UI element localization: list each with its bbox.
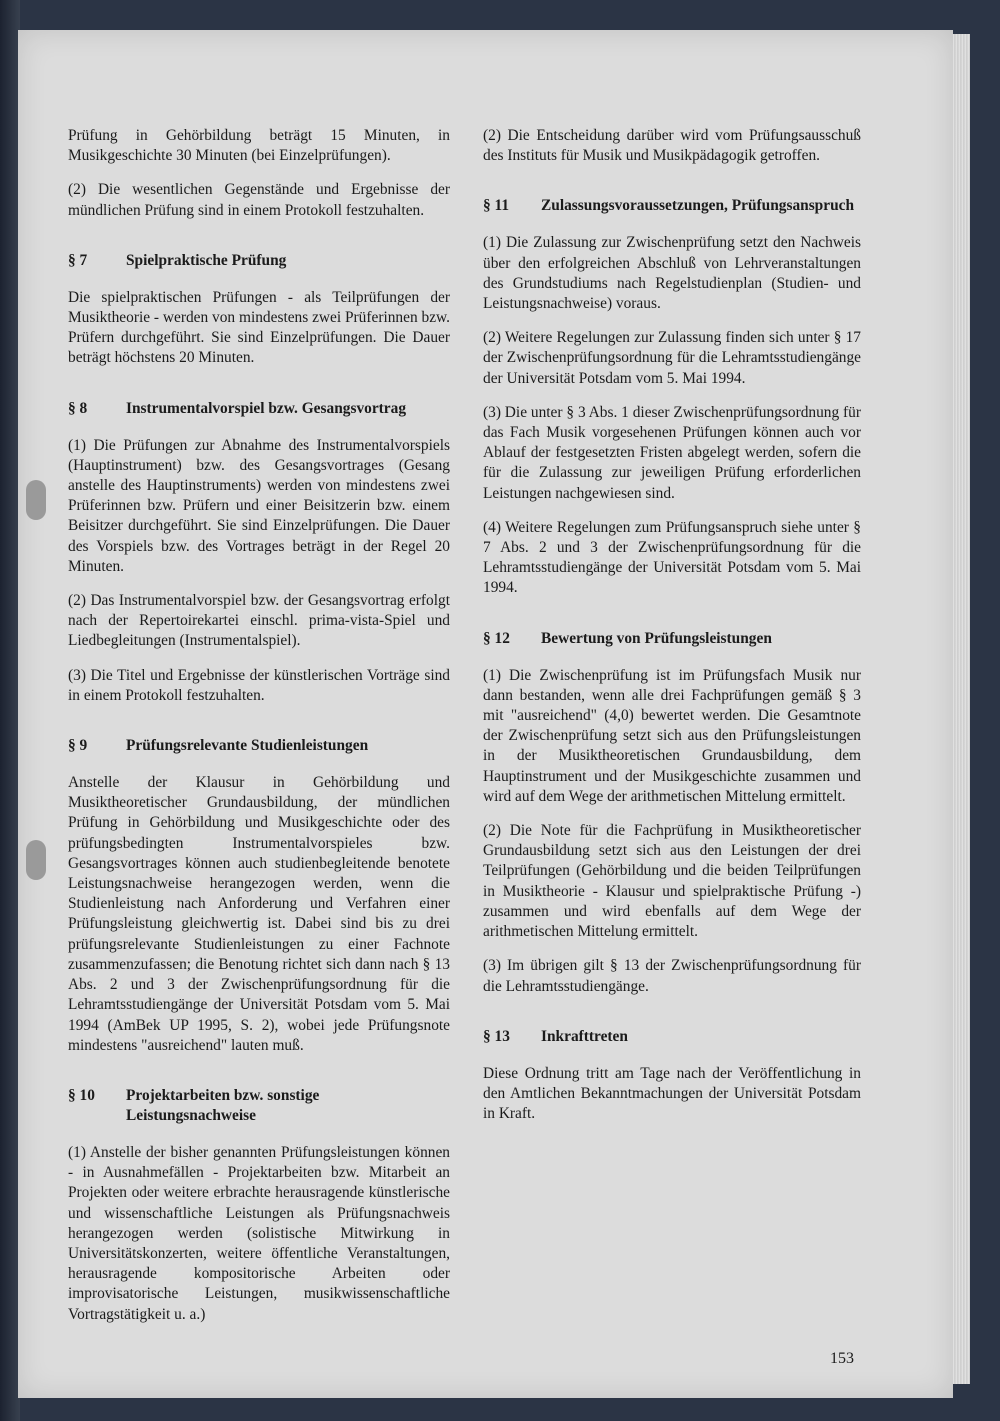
- section-number: § 10: [68, 1086, 95, 1104]
- section-title: Projektarbeiten bzw. sonstige Leistungsnachweise: [126, 1086, 320, 1124]
- section-heading-9: [68, 736, 450, 756]
- section-number: § 12: [483, 629, 510, 647]
- section-heading-13: [483, 1027, 861, 1047]
- binding-hole: [26, 840, 46, 880]
- paragraph: (1) Die Prüfungen zur Abnahme des Instrumentalvorspiels (Hauptinstrument) bzw. des Gesangsvortrages (Gesang anstelle des Hauptinstruments) werden von mindestens zwei Prüferinnen bzw. Prüfern und einer Beisitzerin bzw. einem Beisitzer durchgeführt. Sie sind Einzelprüfungen. Die Dauer des Vorspiels bzw. des Vortrages beträgt in der Regel 20 Minuten.: [68, 436, 450, 575]
- section-heading-10: [68, 1086, 450, 1126]
- paragraph: Diese Ordnung tritt am Tage nach der Veröffentlichung in den Amtlichen Bekanntmachungen der Universität Potsdam in Kraft.: [483, 1064, 861, 1123]
- section-title: Instrumentalvorspiel bzw. Gesangsvortrag: [126, 399, 407, 417]
- paragraph: (3) Die Titel und Ergebnisse der künstlerischen Vorträge sind in einem Protokoll festzuhalten.: [68, 666, 450, 704]
- section-heading-7: [68, 251, 450, 271]
- paragraph: (2) Die Entscheidung darüber wird vom Prüfungsausschuß des Instituts für Musik und Musikpädagogik getroffen.: [483, 127, 861, 165]
- paragraph: Prüfung in Gehörbildung beträgt 15 Minuten, in Musikgeschichte 30 Minuten (bei Einzelprüfungen).: [68, 127, 450, 165]
- paragraph: (2) Weitere Regelungen zur Zulassung finden sich unter § 17 der Zwischenprüfungsordnung für die Lehramtsstudiengänge der Universität Potsdam vom 5. Mai 1994.: [483, 329, 861, 387]
- section-heading-11: [483, 196, 861, 216]
- left-column: [68, 126, 450, 1339]
- section-title: Bewertung von Prüfungsleistungen: [541, 629, 772, 647]
- page-number: 153: [830, 1350, 854, 1367]
- document-page: [18, 30, 953, 1398]
- section-number: § 11: [483, 197, 510, 215]
- section-number: § 8: [68, 399, 88, 417]
- section-title: Zulassungsvoraussetzungen, Prüfungsanspruch: [541, 197, 855, 215]
- paragraph: (2) Das Instrumentalvorspiel bzw. der Gesangsvortrag erfolgt nach der Repertoirekartei einschl. prima-vista-Spiel und Liedbegleitungen (Instrumentalspiel).: [68, 592, 450, 650]
- section-number: § 13: [483, 1027, 510, 1045]
- paragraph: (2) Die wesentlichen Gegenstände und Ergebnisse der mündlichen Prüfung sind in einem Protokoll festzuhalten.: [68, 181, 450, 219]
- paragraph: (1) Die Zwischenprüfung ist im Prüfungsfach Musik nur dann bestanden, wenn alle drei Fachprüfungen gemäß § 3 mit "ausreichend" (4,0) bewertet werden. Die Gesamtnote der Zwischenprüfung setzt sich aus den Prüfungsleistungen in der Musiktheoretischen Grundausbildung, dem Hauptinstrument und der Musikgeschichte zusammen und wird auf dem Wege der arithmetischen Mittelung ermittelt.: [483, 666, 861, 805]
- paragraph: (3) Im übrigen gilt § 13 der Zwischenprüfungsordnung für die Lehramtsstudiengänge.: [483, 957, 861, 995]
- paragraph: (1) Die Zulassung zur Zwischenprüfung setzt den Nachweis über den erfolgreichen Abschluß von Lehrveranstaltungen des Grundstudiums nach Regelstudienplan (Studien- und Leistungsnachweise) voraus.: [483, 234, 861, 313]
- paragraph: (4) Weitere Regelungen zum Prüfungsanspruch siehe unter § 7 Abs. 2 und 3 der Zwischenprüfungsordnung für die Lehramtsstudiengänge der Universität Potsdam vom 5. Mai 1994.: [483, 518, 861, 597]
- paragraph: Die spielpraktischen Prüfungen - als Teilprüfungen der Musiktheorie - werden von mindestens zwei Prüferinnen bzw. Prüfern durchgeführt. Sie sind Einzelprüfungen. Die Dauer beträgt höchstens 20 Minuten.: [68, 288, 450, 367]
- scan-edge: [0, 0, 20, 1421]
- paragraph: Anstelle der Klausur in Gehörbildung und Musiktheoretischer Grundausbildung, der mündlichen Prüfung in Gehörbildung und Musikgeschichte oder des prüfungsbedingten Instrumentalvorspieles bzw. Gesangsvortrages können auch studienbegleitende benotete Leistungsnachweise herangezogen werden, wenn die Studienleistung nach Anforderung und Verfahren einer Prüfungsleistung gleichwertig ist. Dabei sind bis zu drei prüfungsrelevante Studienleistungen zu einer Fachnote zusammenzufassen; die Benotung richtet sich dann nach § 13 Abs. 2 und 3 der Zwischenprüfungsordnung für die Lehramtsstudiengänge der Universität Potsdam vom 5. Mai 1994 (AmBek UP 1995, S. 2), wobei jede Prüfungsnote mindestens "ausreichend" lauten muß.: [68, 774, 450, 1054]
- paragraph: (3) Die unter § 3 Abs. 1 dieser Zwischenprüfungsordnung für das Fach Musik vorgesehenen Prüfungen können auch vor Ablauf der festgesetzten Fristen abgelegt werden, sofern die für die Zulassung zur jeweiligen Prüfung erforderlichen Leistungen nachgewiesen sind.: [483, 403, 861, 502]
- paragraph: (1) Anstelle der bisher genannten Prüfungsleistungen können - in Ausnahmefällen - Projektarbeiten bzw. Mitarbeit an Projekten oder weitere erbrachte herausragende künstlerische und wissenschaftliche Leistungen als Prüfungsnachweis herangezogen werden (solistische Mitwirkung in Universitätskonzerten, weitere öffentliche Veranstaltungen, herausragende kompositorische Arbeiten oder improvisatorische Leistungen, musikwissenschaftliche Vortragstätigkeit u. a.): [68, 1143, 450, 1323]
- section-title: Prüfungsrelevante Studienleistungen: [126, 737, 369, 755]
- section-title: Inkrafttreten: [541, 1027, 628, 1045]
- section-heading-12: [483, 629, 861, 649]
- section-number: § 7: [68, 251, 88, 269]
- paragraph: (2) Die Note für die Fachprüfung in Musiktheoretischer Grundausbildung setzt sich aus den Leistungen der drei Teilprüfungen (Gehörbildung und die beiden Teilprüfungen in Musiktheorie - Klausur und spielpraktische Prüfung -) zusammen und wird ebenfalls auf dem Wege der arithmetischen Mittelung ermittelt.: [483, 822, 861, 941]
- section-title: Spielpraktische Prüfung: [126, 251, 287, 269]
- section-number: § 9: [68, 737, 88, 755]
- binding-hole: [26, 480, 46, 520]
- section-heading-8: [68, 399, 450, 419]
- right-column: [483, 126, 861, 1138]
